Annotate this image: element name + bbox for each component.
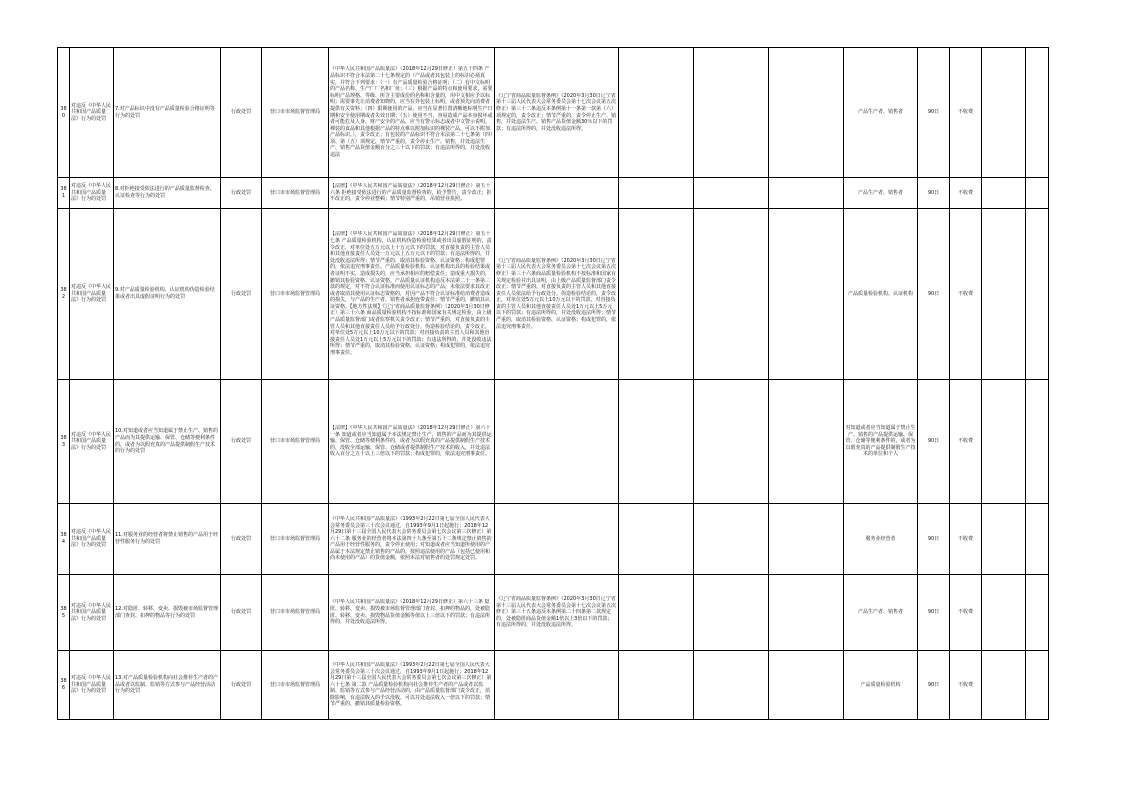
empty-cell — [619, 380, 694, 504]
category-cell: 对违反《中华人民共和国产品质量法》行为的处罚 — [70, 651, 114, 720]
empty-cell — [769, 209, 844, 380]
table-row — [58, 178, 1049, 209]
table-row — [58, 651, 1049, 720]
local-regulation-cell — [495, 380, 619, 504]
fee-cell: 不收费 — [950, 178, 982, 209]
department-cell: 营口市市场监督管理局 — [262, 380, 329, 504]
item-name-cell: 10.对知道或者应当知道属于禁止生产、销售的产品而为其提供运输、保管、仓储等便利条件的，或者为以假充真的产品提供制假生产技术的行为的处罚 — [114, 380, 221, 504]
empty-cell — [982, 504, 1026, 575]
time-limit-cell: 90日 — [918, 209, 950, 380]
local-regulation-cell — [495, 48, 619, 178]
row-number: 380 — [58, 48, 70, 178]
legal-basis-cell — [329, 209, 495, 380]
local-regulation-text: 《辽宁省商品质量监督条例》（2020年3月30日辽宁省第十三届人民代表大会常务委员会第十七次会议第五次修正）第三十五条违反本条例第二十四条第二款规定的，处被隐匿商品货值金额1倍以上3倍以下的罚款；有违法所得的，并处没收违法所得。 — [496, 596, 617, 629]
local-regulation-cell — [495, 209, 619, 380]
power-type-cell: 行政处罚 — [221, 178, 262, 209]
empty-cell — [619, 209, 694, 380]
power-type-cell: 行政处罚 — [221, 504, 262, 575]
empty-cell — [769, 48, 844, 178]
local-regulation-text: 《辽宁省商品质量监督条例》（2020年3月30日辽宁省第十三届人民代表大会常务委员会第十七次会议第五次修正）第三十二条违反本条例第十一条第一款第（六）项规定的，责令改正；情节严重的，责令停止生产、销售，并处违法生产、销售产品货值金额30％以下的罚款；有违法所得的，并处没收违法所得。 — [496, 92, 617, 132]
department-cell: 营口市市场监督管理局 — [262, 209, 329, 380]
empty-cell — [769, 575, 844, 651]
subject-cell: 产品质量检验机构 — [844, 651, 918, 720]
department-cell: 营口市市场监督管理局 — [262, 651, 329, 720]
power-list-table — [57, 47, 1049, 720]
empty-cell — [1026, 178, 1049, 209]
local-regulation-text: 《辽宁省商品质量监督条例》（2020年3月30日辽宁省第十三届人民代表大会常务委员会第十七次会议第五次修正）第三十六条商品质量检验机构不按标准和国家有关规定检验并出具证明，由上级产品质量监督部门责令改正；情节严重的，对直接负责的主管人员和其他直接责任人员依法给予行政处分。伪造检验结论的，责令改正，对单位处5万元以上10万元以下的罚款，对直接负责的主管人员和其他直接责任人员处1万元以上5万元以下的罚款；有违法所得的，并处没收违法所得；情节严重的，取消其检验资格、认证资格；构成犯罪的，依法追究刑事责任。 — [496, 257, 617, 330]
row-number: 386 — [58, 651, 70, 720]
department-cell: 营口市市场监督管理局 — [262, 178, 329, 209]
subject-cell: 产品生产者、销售者 — [844, 178, 918, 209]
category-cell: 对违反《中华人民共和国产品质量法》行为的处罚 — [70, 575, 114, 651]
legal-basis-cell — [329, 575, 495, 651]
time-limit-cell: 90日 — [918, 48, 950, 178]
table-row — [58, 575, 1049, 651]
category-cell: 对违反《中华人民共和国产品质量法》行为的处罚 — [70, 504, 114, 575]
fee-cell: 不收费 — [950, 651, 982, 720]
subject-cell: 产品生产者、销售者 — [844, 48, 918, 178]
legal-basis-cell — [329, 380, 495, 504]
legal-basis-text: 【法律】《中华人民共和国产品质量法》（2018年12月29日修正）第五十六条 拒绝接受依法进行的产品质量监督检查的，给予警告，责令改正；拒不改正的，责令停业整顿；情节特别严重的，吊销营业执照。 — [330, 183, 492, 203]
empty-cell — [694, 575, 769, 651]
empty-cell — [694, 48, 769, 178]
legal-basis-text: 《中华人民共和国产品质量法》（2018年12月29日修正）第五十四条 产品标识不符合本法第二十七条规定的（产品或者其包装上的标识必须真实，并符合下列要求：（一）有产品质量检验合格证明；（二）有中文标明的产品名称、生产厂厂名和厂址；（三）根据产品的特点和使用要求，需要标明产品规格、等级、所含主要成份的名称和含量的，用中文相应予以标明；需要事先让消费者知晓的，应当在外包装上标明，或者预先向消费者提供有关资料；（四）限期使用的产品，应当在显著位置清晰地标明生产日期和安全使用期或者失效日期；（五）使用不当，容易造成产品本身损坏或者可能危及人身、财产安全的产品，应当有警示标志或者中文警示说明。裸装的食品和其他根据产品的特点难以附加标识的裸装产品，可以不附加产品标识。），责令改正；有包装的产品标识不符合本法第二十七条第（四）项、第（五）项规定，情节严重的，责令停止生产、销售，并处违法生产、销售产品货值金额百分之三十以下的罚款；有违法所得的，并处没收违法 — [330, 66, 493, 159]
legal-basis-text: 【法律】《中华人民共和国产品质量法》（2018年12月29日修正）第五十七条 产品质量检验机构、认证机构伪造检验结果或者出具虚假证明的，责令改正，对单位处五万元以上十万元以下的罚款，对直接负责的主管人员和其他直接责任人员处一万元以上五万元以下的罚款；有违法所得的，并处没收违法所得；情节严重的，取消其检验资格、认证资格；构成犯罪的，依法追究刑事责任。产品质量检验机构、认证机构出具的检验结果或者证明不实，造成损失的，应当承担相应的赔偿责任；造成重大损失的，撤销其检验资格、认证资格。产品质量认证机构违反本法第二十一条第二款的规定，对不符合认证标准而使用认证标志的产品，未依法要求其改正或者取消其使用认证标志资格的，对因产品不符合认证标准给消费者造成的损失，与产品的生产者、销售者承担连带责任；情节严重的，撤销其认证资格。【地方性法规】《辽宁省商品质量监督条例》（2020年3月30日修正）第三十六条 商品质量检验机构不按标准和国家有关规定检验，由上级产品质量监督部门或者监察机关责令改正；情节严重的，对直接负责的主管人员和其他直接责任人员给予行政处分。伪造检验结论的，责令改正，对单位处5万元以上10万元以下的罚款；对直接负责的主管人员和其他直接责任人员处1万元以上5万元以下的罚款；有违法所得的，并处没收违法所得；情节严重的，取消其检验资格、认证资格；构成犯罪的，依法追究刑事责任。 — [330, 231, 492, 357]
fee-cell: 不收费 — [950, 48, 982, 178]
row-number: 383 — [58, 380, 70, 504]
fee-cell: 不收费 — [950, 380, 982, 504]
empty-cell — [619, 178, 694, 209]
item-name-cell: 13.对产品质量检验机构向社会推荐生产者的产品或者以监制、监销等方式参与产品经营活动行为的处罚 — [114, 651, 221, 720]
category-cell: 对违反《中华人民共和国产品质量法》行为的处罚 — [70, 209, 114, 380]
empty-cell — [982, 380, 1026, 504]
table-row — [58, 380, 1049, 504]
empty-cell — [694, 178, 769, 209]
time-limit-cell: 90日 — [918, 651, 950, 720]
empty-cell — [982, 209, 1026, 380]
item-name-cell: 7.对产品标识中没有产品质量检验合格证明等行为的处罚 — [114, 48, 221, 178]
empty-cell — [1026, 209, 1049, 380]
empty-cell — [1026, 504, 1049, 575]
item-name-cell: 9.对产品质量检验机构、认证机构伪造检验结果或者出具虚假证明行为的处罚 — [114, 209, 221, 380]
empty-cell — [694, 209, 769, 380]
legal-basis-text: 《中华人民共和国产品质量法》（2018年12月29日修正）第六十三条 隐匿、转移、变卖、损毁被市场监督管理部门查封、扣押的物品的，处被隐匿、转移、变卖、损毁物品货值金额等值以上三倍以下的罚款；有违法所得的，并处没收违法所得。 — [330, 599, 491, 626]
item-name-cell: 8.对拒绝接受依法进行的产品质量监督检查、认证检查等行为的处罚 — [114, 178, 221, 209]
row-number: 381 — [58, 178, 70, 209]
legal-basis-text: 《中华人民共和国产品质量法》（1993年2月22日第七届全国人民代表大会常务委员会第三十次会议通过，自1993年9月1日起施行；2018年12月29日第十三届全国人民代表大会常务委员会第七次会议第三次修正）第六十七条 第二款 产品质量检验机构向社会推荐生产者的产品或者以监制、监销等方式参与产品经营活动的，由产品质量监督部门责令改正，消除影响，有违法收入的予以没收，可以并处违法收入一倍以下的罚款；情节严重的，撤销其质量检验资格。 — [330, 661, 492, 708]
empty-cell — [1026, 380, 1049, 504]
empty-cell — [619, 651, 694, 720]
row-number: 382 — [58, 209, 70, 380]
time-limit-cell: 90日 — [918, 575, 950, 651]
department-cell: 营口市市场监督管理局 — [262, 504, 329, 575]
local-regulation-cell — [495, 651, 619, 720]
empty-cell — [694, 651, 769, 720]
item-name-cell: 12.对隐匿、转移、变卖、损毁被市场监督管理部门查封、扣押的物品等行为的处罚 — [114, 575, 221, 651]
subject-cell: 对知道或者应当知道属于禁止生产、销售的产品提供运输、保管、仓储等便利条件的，或者为以假充真的产品提供制假生产技术的单位和个人 — [844, 380, 918, 504]
table-row — [58, 504, 1049, 575]
department-cell: 营口市市场监督管理局 — [262, 48, 329, 178]
subject-cell: 产品生产者、销售者 — [844, 575, 918, 651]
power-type-cell: 行政处罚 — [221, 380, 262, 504]
power-type-cell: 行政处罚 — [221, 575, 262, 651]
empty-cell — [694, 504, 769, 575]
table-row — [58, 209, 1049, 380]
empty-cell — [982, 48, 1026, 178]
subject-cell: 产品质量检验机构、认证机构 — [844, 209, 918, 380]
legal-basis-cell — [329, 651, 495, 720]
local-regulation-cell — [495, 178, 619, 209]
time-limit-cell: 90日 — [918, 380, 950, 504]
fee-cell: 不收费 — [950, 209, 982, 380]
power-type-cell: 行政处罚 — [221, 48, 262, 178]
row-number: 385 — [58, 575, 70, 651]
time-limit-cell: 90日 — [918, 178, 950, 209]
empty-cell — [1026, 651, 1049, 720]
empty-cell — [619, 504, 694, 575]
empty-cell — [619, 575, 694, 651]
empty-cell — [769, 651, 844, 720]
category-cell: 对违反《中华人民共和国产品质量法》行为的处罚 — [70, 48, 114, 178]
legal-basis-text: 【法律】《中华人民共和国产品质量法》（2018年12月29日修正）第六十一条 知道或者应当知道属于本法规定禁止生产、销售的产品而为其提供运输、保管、仓储等便利条件的，或者为以假充真的产品提供制假生产技术的，没收全部运输、保管、仓储或者提供制假生产技术的收入，并处违法收入百分之五十以上三倍以下的罚款；构成犯罪的，依法追究刑事责任。 — [330, 425, 492, 458]
power-type-cell: 行政处罚 — [221, 209, 262, 380]
empty-cell — [769, 504, 844, 575]
legal-basis-text: 《中华人民共和国产品质量法》（1993年2月22日第七届全国人民代表大会常务委员会第三十次会议通过，自1993年9月1日起施行；2018年12月29日第十三届全国人民代表大会常务委员会第七次会议第三次修正）第六十二条 服务业的经营者将本法第四十九条至第五十二条规定禁止销售的产品用于经营性服务的，责令停止使用；对知道或者应当知道所使用的产品属于本法规定禁止销售的产品的，按照违法使用的产品（包括已使用和尚未使用的产品）的货值金额，依照本法对销售者的处罚规定处罚。 — [330, 515, 492, 562]
empty-cell — [619, 48, 694, 178]
fee-cell: 不收费 — [950, 504, 982, 575]
local-regulation-cell — [495, 575, 619, 651]
empty-cell — [982, 575, 1026, 651]
subject-cell: 服务业经营者 — [844, 504, 918, 575]
empty-cell — [1026, 48, 1049, 178]
fee-cell: 不收费 — [950, 575, 982, 651]
power-type-cell: 行政处罚 — [221, 651, 262, 720]
category-cell: 对违反《中华人民共和国产品质量法》行为的处罚 — [70, 178, 114, 209]
empty-cell — [1026, 575, 1049, 651]
empty-cell — [769, 380, 844, 504]
legal-basis-cell — [329, 178, 495, 209]
time-limit-cell: 90日 — [918, 504, 950, 575]
local-regulation-cell — [495, 504, 619, 575]
item-name-cell: 11.对服务业的经营者将禁止销售的产品用于经营性服务行为的处罚 — [114, 504, 221, 575]
department-cell: 营口市市场监督管理局 — [262, 575, 329, 651]
empty-cell — [769, 178, 844, 209]
row-number: 384 — [58, 504, 70, 575]
empty-cell — [982, 178, 1026, 209]
legal-basis-cell — [329, 48, 495, 178]
table-row — [58, 48, 1049, 178]
empty-cell — [982, 651, 1026, 720]
category-cell: 对违反《中华人民共和国产品质量法》行为的处罚 — [70, 380, 114, 504]
empty-cell — [694, 380, 769, 504]
legal-basis-cell — [329, 504, 495, 575]
